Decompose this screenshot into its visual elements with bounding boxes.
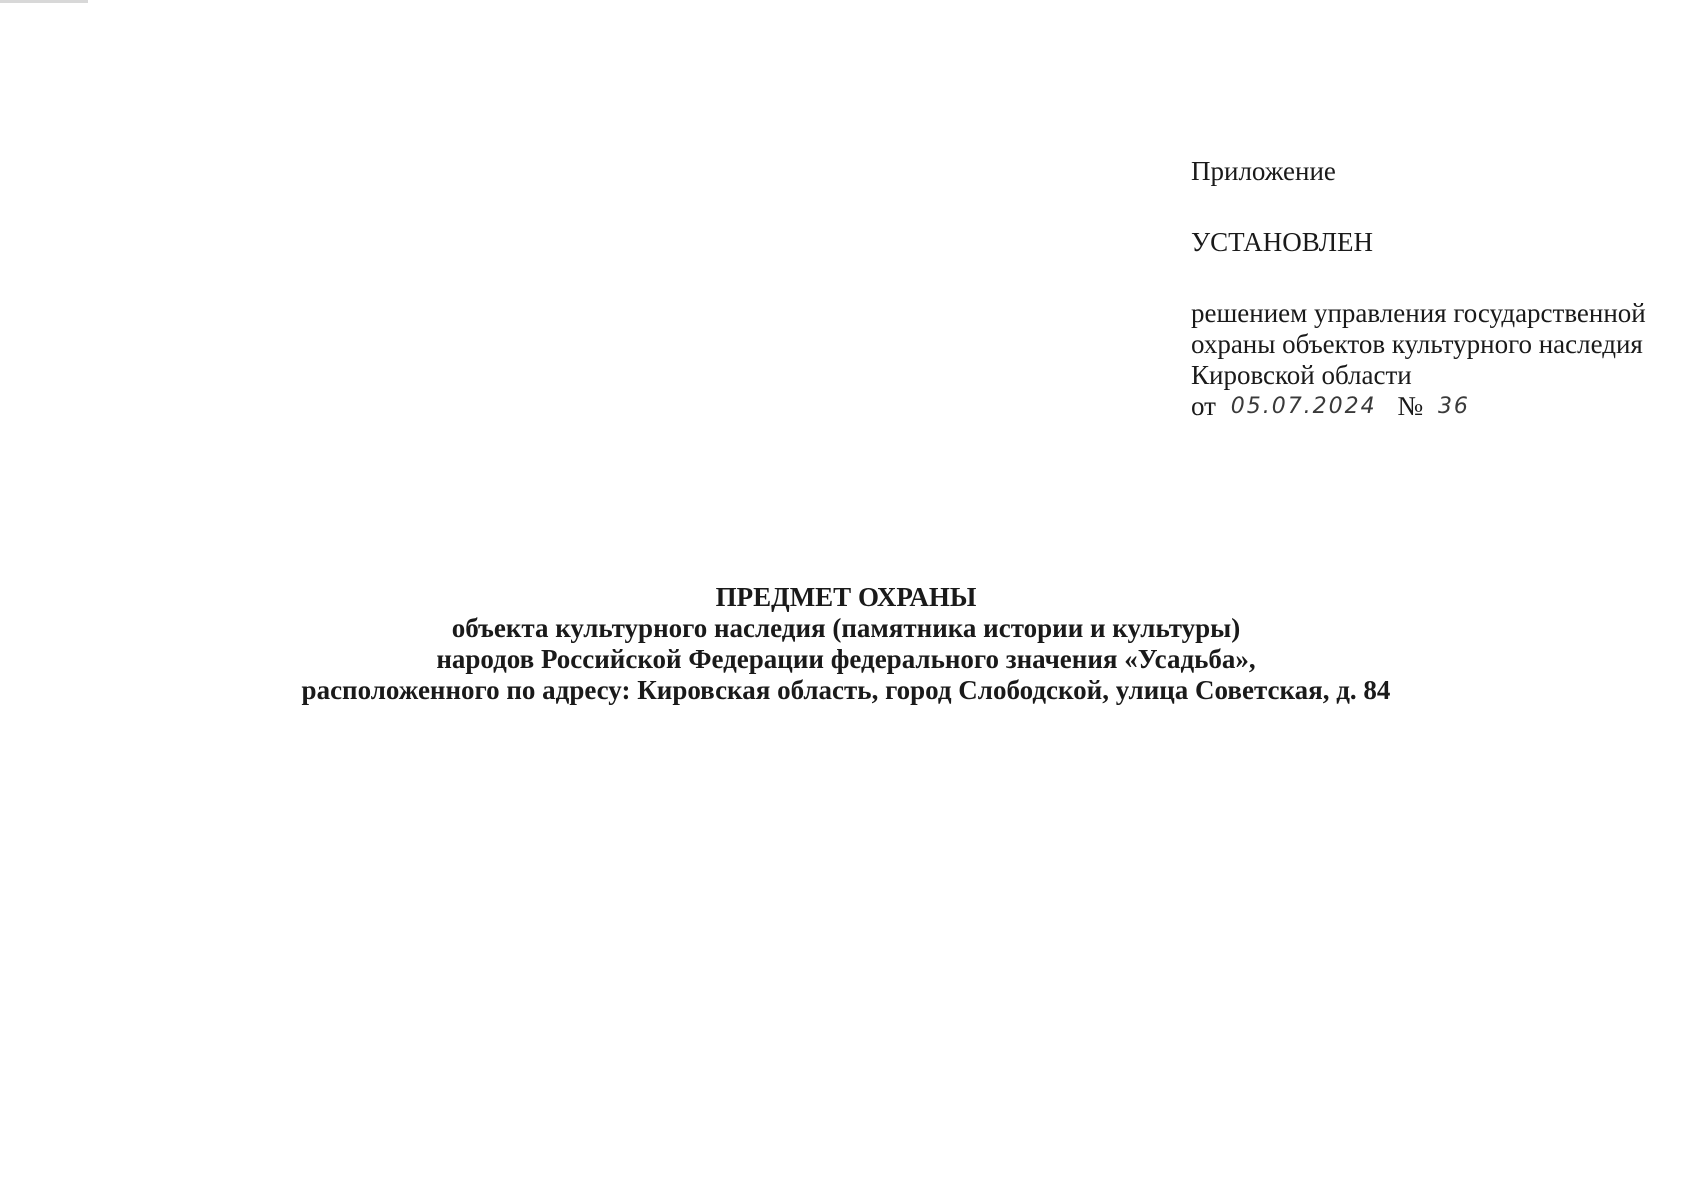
decision-line-3: Кировской области bbox=[1191, 360, 1412, 390]
approval-block bbox=[1191, 156, 1671, 424]
document-title-block bbox=[0, 582, 1692, 706]
title-line-3: расположенного по адресу: Кировская область, город Слободской, улица Советская, д. 84 bbox=[301, 675, 1391, 705]
date-number-line bbox=[1191, 391, 1671, 424]
scan-edge-mark bbox=[0, 0, 88, 3]
decision-line-2: охраны объектов культурного наследия bbox=[1191, 329, 1643, 359]
title-line-2: народов Российской Федерации федерального значения «Усадьба», bbox=[436, 644, 1256, 674]
established-label: УСТАНОВЛЕН bbox=[1191, 227, 1374, 257]
date-prefix: от bbox=[1191, 391, 1216, 421]
document-heading: ПРЕДМЕТ ОХРАНЫ bbox=[715, 582, 977, 612]
handwritten-number: 36 bbox=[1437, 394, 1470, 419]
title-line-1: объекта культурного наследия (памятника истории и культуры) bbox=[451, 613, 1241, 643]
number-prefix: № bbox=[1397, 391, 1424, 421]
handwritten-date: 05.07.2024 bbox=[1230, 394, 1377, 419]
decision-line-1: решением управления государственной bbox=[1191, 298, 1646, 328]
appendix-label: Приложение bbox=[1191, 156, 1336, 186]
